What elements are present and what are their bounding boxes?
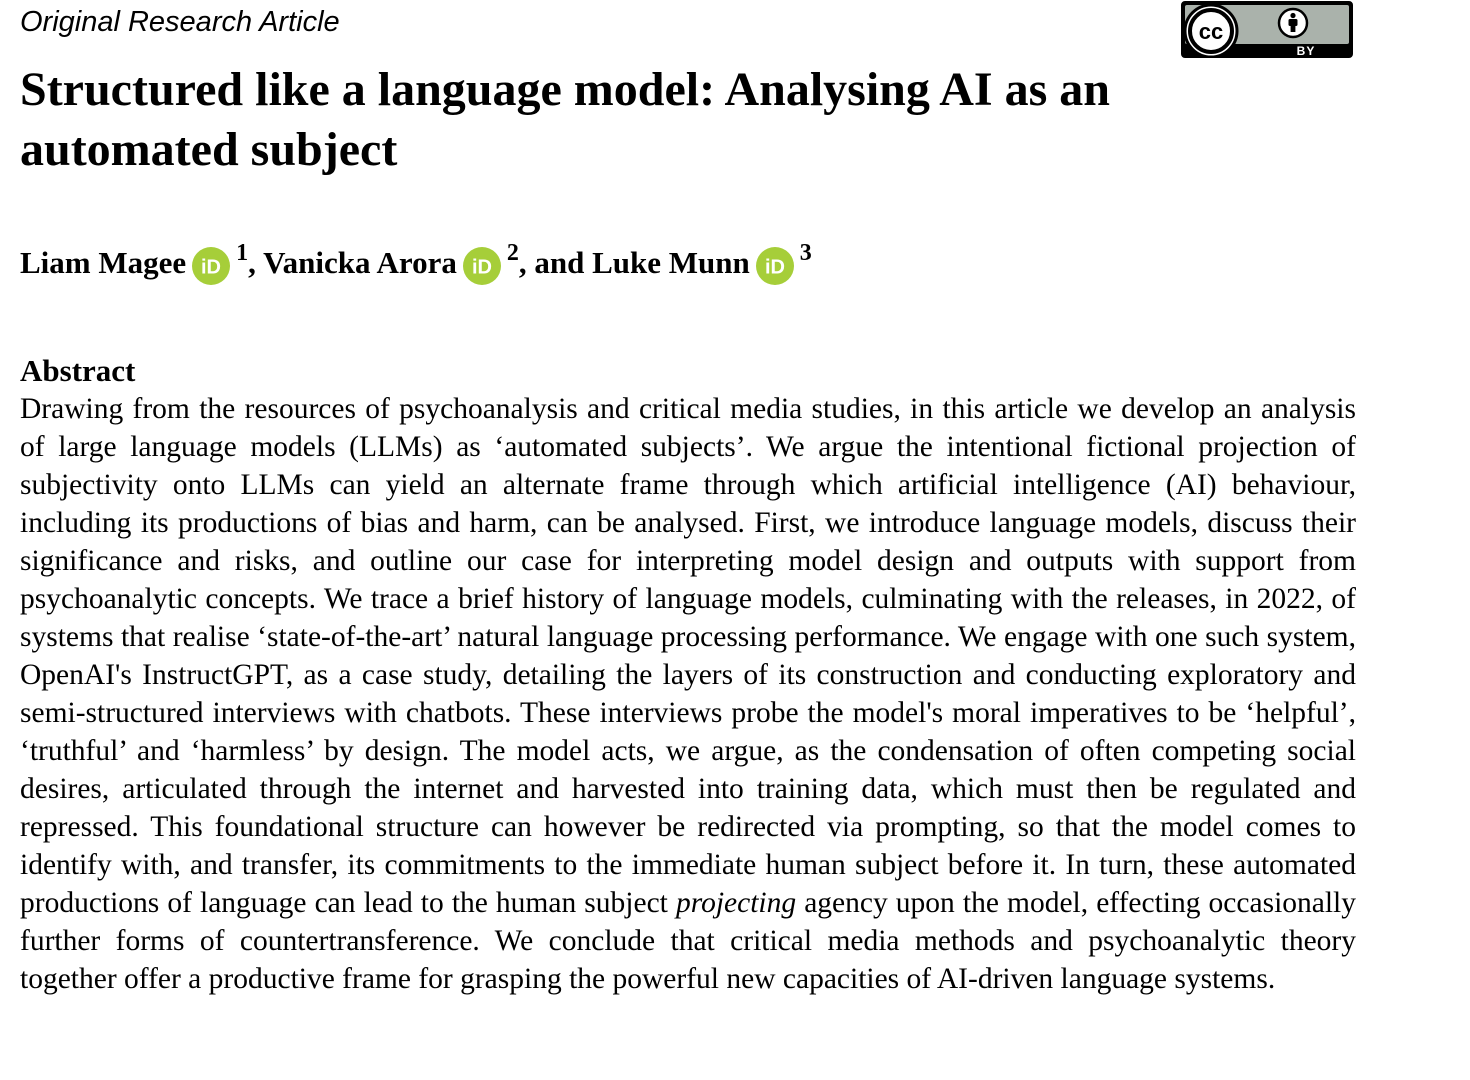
abstract-text-part: Drawing from the resources of psychoanalysis and critical media studies, in this article we develop an analysis of large language models (LLMs) as ‘automated subjects’. We argue the intentional fictional projection of subjectivity onto LLMs can yield an alternate frame through which artificial intelligence (AI) behaviour, including its productions of bias and harm, can be analysed. First, we introduce language models, discuss their significance and risks, and outline our case for interpreting model design and outputs with support from psychoanalytic concepts. We trace a brief history of language models, culminating with the releases, in 2022, of systems that realise ‘state-of-the-art’ natural language processing performance. We engage with one such system, OpenAI's InstructGPT, as a case study, detailing the layers of its construction and conducting exploratory and semi-structured interviews with chatbots. These interviews probe the model's moral imperatives to be ‘helpful’, ‘truthful’ and ‘harmless’ by design. The model acts, we argue, as the condensation of often competing social desires, articulated through the internet and harvested into training data, which must then be regulated and repressed. This foundational structure can however be redirected via prompting, so that the model comes to identify with, and transfer, its commitments to the immediate human subject before it. In turn, these automated productions of language can lead to the human subject [20,393,1356,919]
orcid-icon[interactable] [192,247,230,285]
affiliation-number: 1 [236,240,249,266]
abstract-text [20,390,1356,998]
cc-letters: cc [1198,19,1224,44]
author-name[interactable]: Luke Munn [592,245,750,280]
orcid-label: iD [201,256,222,279]
author-list [20,240,812,285]
orcid-icon[interactable] [463,247,501,285]
author-name[interactable]: Liam Magee [20,245,187,280]
article-type-label: Original Research Article [20,6,340,38]
orcid-icon[interactable] [756,247,794,285]
attribution-person-icon [1279,9,1307,37]
abstract-heading: Abstract [20,353,136,388]
article-title: Structured like a language model: Analysing AI as an automated subject [20,63,1110,176]
orcid-label: iD [471,256,492,279]
author-name[interactable]: Vanicka Arora [263,245,457,280]
by-label: BY [1296,44,1316,58]
affiliation-number: 2 [506,240,519,266]
cc-by-license-badge[interactable] [1181,1,1353,58]
abstract-italic-word: projecting [675,887,797,919]
abstract-text-part: agency upon the model, effecting occasionally further forms of countertransference. We conclude that critical media methods and psychoanalytic theory together offer a productive frame for grasping the powerful new capacities of AI-driven language systems. [20,887,1356,995]
affiliation-number: 3 [799,240,812,266]
orcid-label: iD [764,256,785,279]
author-separator: , [248,245,264,280]
author-separator: , and [518,245,593,280]
